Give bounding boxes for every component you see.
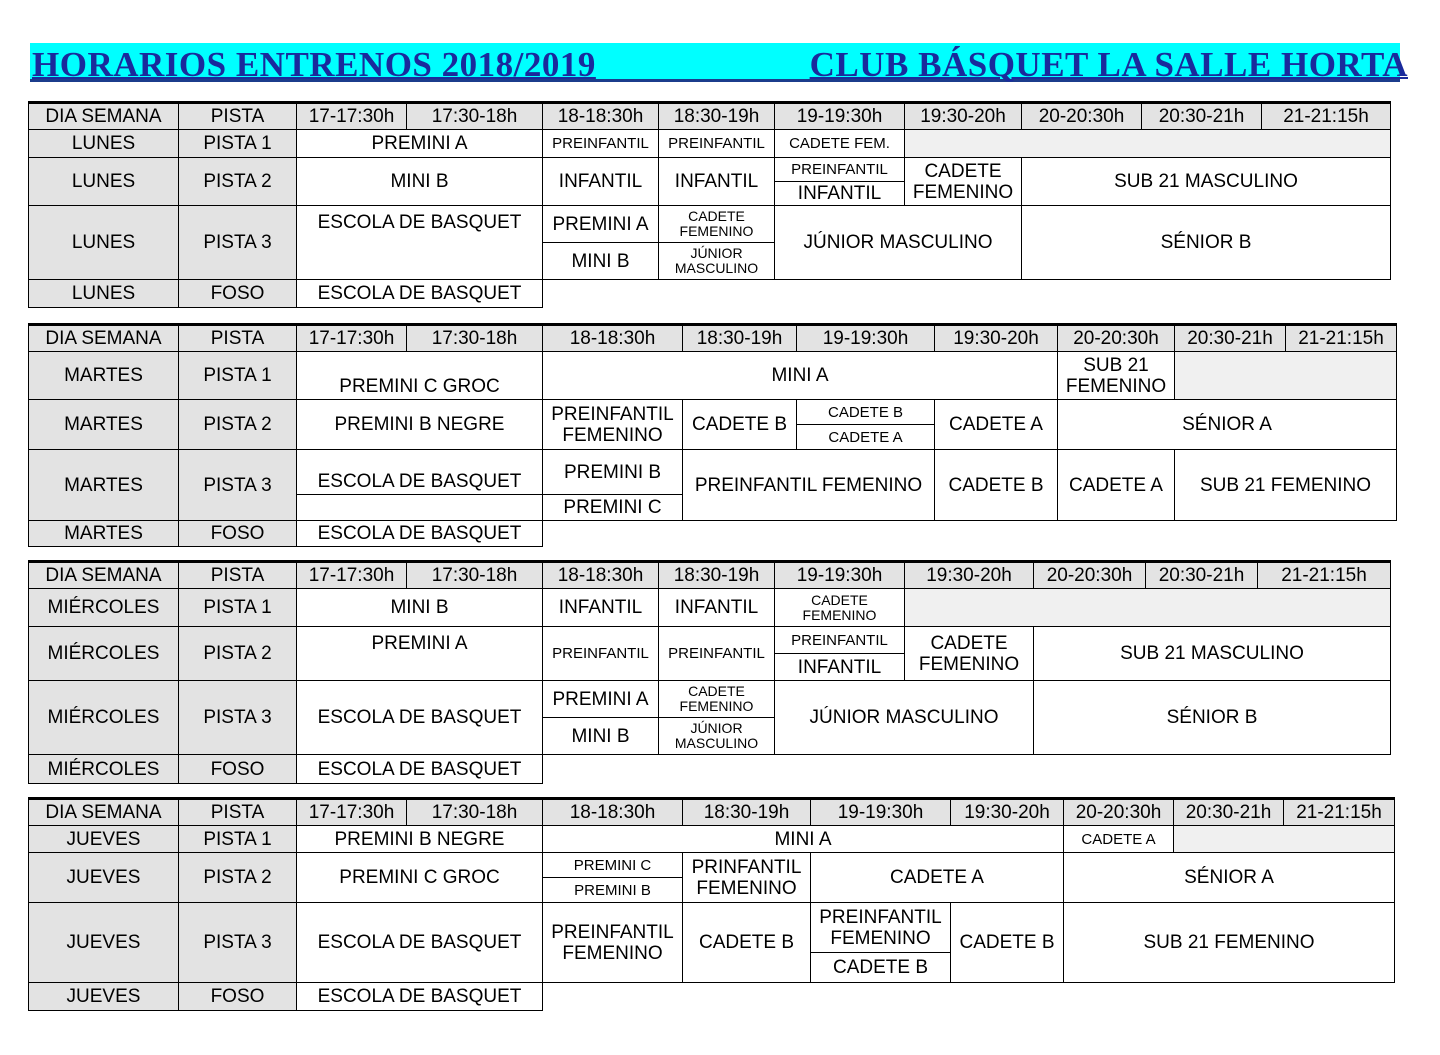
header-pista: PISTA bbox=[179, 103, 297, 130]
team-cell: CADETE FEMENINO bbox=[659, 206, 775, 243]
empty-cell bbox=[543, 755, 1391, 784]
pista-cell: PISTA 2 bbox=[179, 158, 297, 206]
day-cell: MARTES bbox=[29, 521, 179, 547]
team-cell: MINI A bbox=[543, 352, 1058, 400]
day-cell: MIÉRCOLES bbox=[29, 681, 179, 755]
pista-cell: PISTA 1 bbox=[179, 826, 297, 853]
slot-header: 17-17:30h bbox=[297, 103, 407, 130]
empty-cell bbox=[1175, 352, 1397, 400]
day-cell: LUNES bbox=[29, 130, 179, 158]
slot-header: 17-17:30h bbox=[297, 325, 407, 352]
day-cell: LUNES bbox=[29, 280, 179, 308]
header-row bbox=[29, 325, 1397, 352]
empty-cell bbox=[543, 280, 1391, 308]
slot-header: 18:30-19h bbox=[683, 799, 811, 826]
slot-header: 18:30-19h bbox=[659, 562, 775, 589]
team-cell: PREINFANTIL bbox=[543, 130, 659, 158]
team-cell: SÉNIOR A bbox=[1064, 853, 1395, 903]
page-title: HORARIOS ENTRENOS 2018/2019 bbox=[32, 45, 596, 84]
slot-header: 19-19:30h bbox=[775, 103, 905, 130]
team-cell: PREMINI A bbox=[297, 627, 543, 681]
team-cell: CADETE A bbox=[797, 425, 935, 450]
team-cell: PREINFANTIL FEMENINO bbox=[543, 903, 683, 983]
header-dia: DIA SEMANA bbox=[29, 325, 179, 352]
team-cell: SÉNIOR A bbox=[1058, 400, 1397, 450]
slot-header: 17:30-18h bbox=[407, 103, 543, 130]
team-cell: CADETE FEMENINO bbox=[659, 681, 775, 718]
team-cell: PREINFANTIL FEMENINO bbox=[811, 903, 951, 953]
slot-header: 19:30-20h bbox=[935, 325, 1058, 352]
pista-cell: PISTA 1 bbox=[179, 352, 297, 400]
title-banner bbox=[30, 43, 1408, 84]
slot-header: 20:30-21h bbox=[1175, 325, 1286, 352]
team-cell: SÉNIOR B bbox=[1022, 206, 1391, 280]
slot-header: 20:30-21h bbox=[1146, 562, 1258, 589]
table-row bbox=[29, 755, 1391, 784]
table-row bbox=[29, 903, 1395, 953]
table-row bbox=[29, 853, 1395, 878]
team-cell: JÚNIOR MASCULINO bbox=[659, 243, 775, 280]
team-cell: CADETE A bbox=[1064, 826, 1174, 853]
header-pista: PISTA bbox=[179, 562, 297, 589]
pista-cell: PISTA 3 bbox=[179, 681, 297, 755]
team-cell: ESCOLA DE BASQUET bbox=[297, 903, 543, 983]
slot-header: 21-21:15h bbox=[1286, 325, 1397, 352]
team-cell: ESCOLA DE BASQUET bbox=[297, 681, 543, 755]
team-cell: PREINFANTIL FEMENINO bbox=[683, 450, 935, 521]
pista-cell: PISTA 3 bbox=[179, 903, 297, 983]
team-cell: SUB 21 MASCULINO bbox=[1034, 627, 1391, 681]
table-row bbox=[29, 589, 1391, 627]
table-row bbox=[29, 158, 1391, 182]
team-cell: SUB 21 FEMENINO bbox=[1064, 903, 1395, 983]
team-cell: SUB 21 FEMENINO bbox=[1058, 352, 1175, 400]
team-cell: CADETE B bbox=[935, 450, 1058, 521]
slot-header: 20-20:30h bbox=[1058, 325, 1175, 352]
header-pista: PISTA bbox=[179, 799, 297, 826]
team-cell: INFANTIL bbox=[543, 158, 659, 206]
schedule-miercoles bbox=[28, 560, 1391, 784]
team-cell: SÉNIOR B bbox=[1034, 681, 1391, 755]
table-row bbox=[29, 521, 1397, 547]
team-cell: PREMINI A bbox=[543, 681, 659, 718]
team-cell: CADETE B bbox=[683, 400, 797, 450]
slot-header: 18:30-19h bbox=[659, 103, 775, 130]
team-cell: ESCOLA DE BASQUET bbox=[297, 450, 543, 495]
team-cell: ESCOLA DE BASQUET bbox=[297, 983, 543, 1011]
team-cell: INFANTIL bbox=[775, 182, 905, 206]
pista-cell: FOSO bbox=[179, 983, 297, 1011]
header-row bbox=[29, 103, 1391, 130]
day-cell: MARTES bbox=[29, 400, 179, 450]
team-cell: PRINFANTIL FEMENINO bbox=[683, 853, 811, 903]
table-row bbox=[29, 983, 1395, 1011]
team-cell: PREINFANTIL bbox=[775, 627, 905, 654]
pista-cell: PISTA 1 bbox=[179, 589, 297, 627]
team-cell: PREMINI C GROC bbox=[297, 352, 543, 400]
pista-cell: PISTA 2 bbox=[179, 853, 297, 903]
day-cell: MIÉRCOLES bbox=[29, 589, 179, 627]
day-cell: LUNES bbox=[29, 158, 179, 206]
team-cell: ESCOLA DE BASQUET bbox=[297, 521, 543, 547]
table-row bbox=[29, 280, 1391, 308]
table-row bbox=[29, 681, 1391, 718]
table-row bbox=[29, 352, 1397, 400]
team-cell: CADETE B bbox=[683, 903, 811, 983]
day-cell: MIÉRCOLES bbox=[29, 627, 179, 681]
slot-header: 19-19:30h bbox=[797, 325, 935, 352]
header-dia: DIA SEMANA bbox=[29, 562, 179, 589]
table-row bbox=[29, 130, 1391, 158]
slot-header: 20-20:30h bbox=[1022, 103, 1142, 130]
header-dia: DIA SEMANA bbox=[29, 799, 179, 826]
header-pista: PISTA bbox=[179, 325, 297, 352]
team-cell: INFANTIL bbox=[659, 158, 775, 206]
team-cell: ESCOLA DE BASQUET bbox=[297, 206, 543, 280]
day-cell: MIÉRCOLES bbox=[29, 755, 179, 784]
team-cell: PREMINI C bbox=[543, 853, 683, 878]
empty-cell bbox=[905, 130, 1391, 158]
slot-header: 19-19:30h bbox=[811, 799, 951, 826]
day-cell: JUEVES bbox=[29, 826, 179, 853]
slot-header: 20:30-21h bbox=[1142, 103, 1262, 130]
team-cell: INFANTIL bbox=[543, 589, 659, 627]
team-cell: ESCOLA DE BASQUET bbox=[297, 755, 543, 784]
table-row bbox=[29, 206, 1391, 243]
team-cell: CADETE A bbox=[1058, 450, 1175, 521]
slot-header: 18-18:30h bbox=[543, 562, 659, 589]
team-cell: MINI B bbox=[543, 718, 659, 755]
empty-cell bbox=[1174, 826, 1395, 853]
slot-header: 21-21:15h bbox=[1284, 799, 1395, 826]
team-cell: CADETE FEMENINO bbox=[905, 627, 1034, 681]
slot-header: 19-19:30h bbox=[775, 562, 905, 589]
team-cell: MINI B bbox=[297, 589, 543, 627]
pista-cell: PISTA 2 bbox=[179, 627, 297, 681]
team-cell: INFANTIL bbox=[775, 654, 905, 681]
team-cell: CADETE FEMENINO bbox=[905, 158, 1022, 206]
empty-cell bbox=[297, 495, 543, 521]
pista-cell: FOSO bbox=[179, 755, 297, 784]
team-cell: PREMINI B NEGRE bbox=[297, 826, 543, 853]
team-cell: CADETE A bbox=[811, 853, 1064, 903]
empty-cell bbox=[543, 521, 1397, 547]
team-cell: PREINFANTIL bbox=[659, 627, 775, 681]
team-cell: CADETE B bbox=[797, 400, 935, 425]
slot-header: 18-18:30h bbox=[543, 799, 683, 826]
team-cell: CADETE A bbox=[935, 400, 1058, 450]
team-cell: PREINFANTIL bbox=[659, 130, 775, 158]
team-cell: PREINFANTIL FEMENINO bbox=[543, 400, 683, 450]
team-cell: MINI B bbox=[297, 158, 543, 206]
day-cell: JUEVES bbox=[29, 903, 179, 983]
team-cell: PREMINI C GROC bbox=[297, 853, 543, 903]
slot-header: 20:30-21h bbox=[1174, 799, 1284, 826]
team-cell: CADETE B bbox=[951, 903, 1064, 983]
empty-cell bbox=[543, 983, 1395, 1011]
schedule-lunes bbox=[28, 101, 1391, 308]
team-cell: PREINFANTIL bbox=[543, 627, 659, 681]
team-cell: PREINFANTIL bbox=[775, 158, 905, 182]
slot-header: 18-18:30h bbox=[543, 103, 659, 130]
table-row bbox=[29, 826, 1395, 853]
slot-header: 21-21:15h bbox=[1262, 103, 1391, 130]
slot-header: 17-17:30h bbox=[297, 562, 407, 589]
schedule-martes bbox=[28, 323, 1397, 547]
table-row bbox=[29, 627, 1391, 654]
team-cell: JÚNIOR MASCULINO bbox=[775, 206, 1022, 280]
table-row bbox=[29, 400, 1397, 425]
team-cell: JÚNIOR MASCULINO bbox=[659, 718, 775, 755]
team-cell: PREMINI B NEGRE bbox=[297, 400, 543, 450]
table-row bbox=[29, 450, 1397, 495]
club-name: CLUB BÁSQUET LA SALLE HORTA bbox=[809, 45, 1408, 84]
slot-header: 19:30-20h bbox=[951, 799, 1064, 826]
day-cell: JUEVES bbox=[29, 853, 179, 903]
team-cell: PREMINI C bbox=[543, 495, 683, 521]
slot-header: 17:30-18h bbox=[407, 562, 543, 589]
pista-cell: PISTA 3 bbox=[179, 450, 297, 521]
day-cell: JUEVES bbox=[29, 983, 179, 1011]
pista-cell: PISTA 3 bbox=[179, 206, 297, 280]
slot-header: 17:30-18h bbox=[407, 325, 543, 352]
team-cell: JÚNIOR MASCULINO bbox=[775, 681, 1034, 755]
team-cell: CADETE B bbox=[811, 953, 951, 983]
schedule-jueves bbox=[28, 797, 1395, 1011]
day-cell: LUNES bbox=[29, 206, 179, 280]
slot-header: 21-21:15h bbox=[1258, 562, 1391, 589]
header-row bbox=[29, 799, 1395, 826]
team-cell: PREMINI A bbox=[297, 130, 543, 158]
pista-cell: FOSO bbox=[179, 280, 297, 308]
team-cell: ESCOLA DE BASQUET bbox=[297, 280, 543, 308]
team-cell: MINI A bbox=[543, 826, 1064, 853]
empty-cell bbox=[905, 589, 1391, 627]
pista-cell: FOSO bbox=[179, 521, 297, 547]
team-cell: PREMINI A bbox=[543, 206, 659, 243]
slot-header: 18-18:30h bbox=[543, 325, 683, 352]
team-cell: PREMINI B bbox=[543, 878, 683, 903]
slot-header: 17-17:30h bbox=[297, 799, 407, 826]
slot-header: 19:30-20h bbox=[905, 562, 1034, 589]
day-cell: MARTES bbox=[29, 352, 179, 400]
team-cell: SUB 21 MASCULINO bbox=[1022, 158, 1391, 206]
header-row bbox=[29, 562, 1391, 589]
team-cell: CADETE FEM. bbox=[775, 130, 905, 158]
slot-header: 17:30-18h bbox=[407, 799, 543, 826]
pista-cell: PISTA 1 bbox=[179, 130, 297, 158]
slot-header: 19:30-20h bbox=[905, 103, 1022, 130]
team-cell: CADETE FEMENINO bbox=[775, 589, 905, 627]
slot-header: 18:30-19h bbox=[683, 325, 797, 352]
day-cell: MARTES bbox=[29, 450, 179, 521]
team-cell: PREMINI B bbox=[543, 450, 683, 495]
slot-header: 20-20:30h bbox=[1034, 562, 1146, 589]
team-cell: INFANTIL bbox=[659, 589, 775, 627]
slot-header: 20-20:30h bbox=[1064, 799, 1174, 826]
pista-cell: PISTA 2 bbox=[179, 400, 297, 450]
team-cell: MINI B bbox=[543, 243, 659, 280]
team-cell: SUB 21 FEMENINO bbox=[1175, 450, 1397, 521]
header-dia: DIA SEMANA bbox=[29, 103, 179, 130]
